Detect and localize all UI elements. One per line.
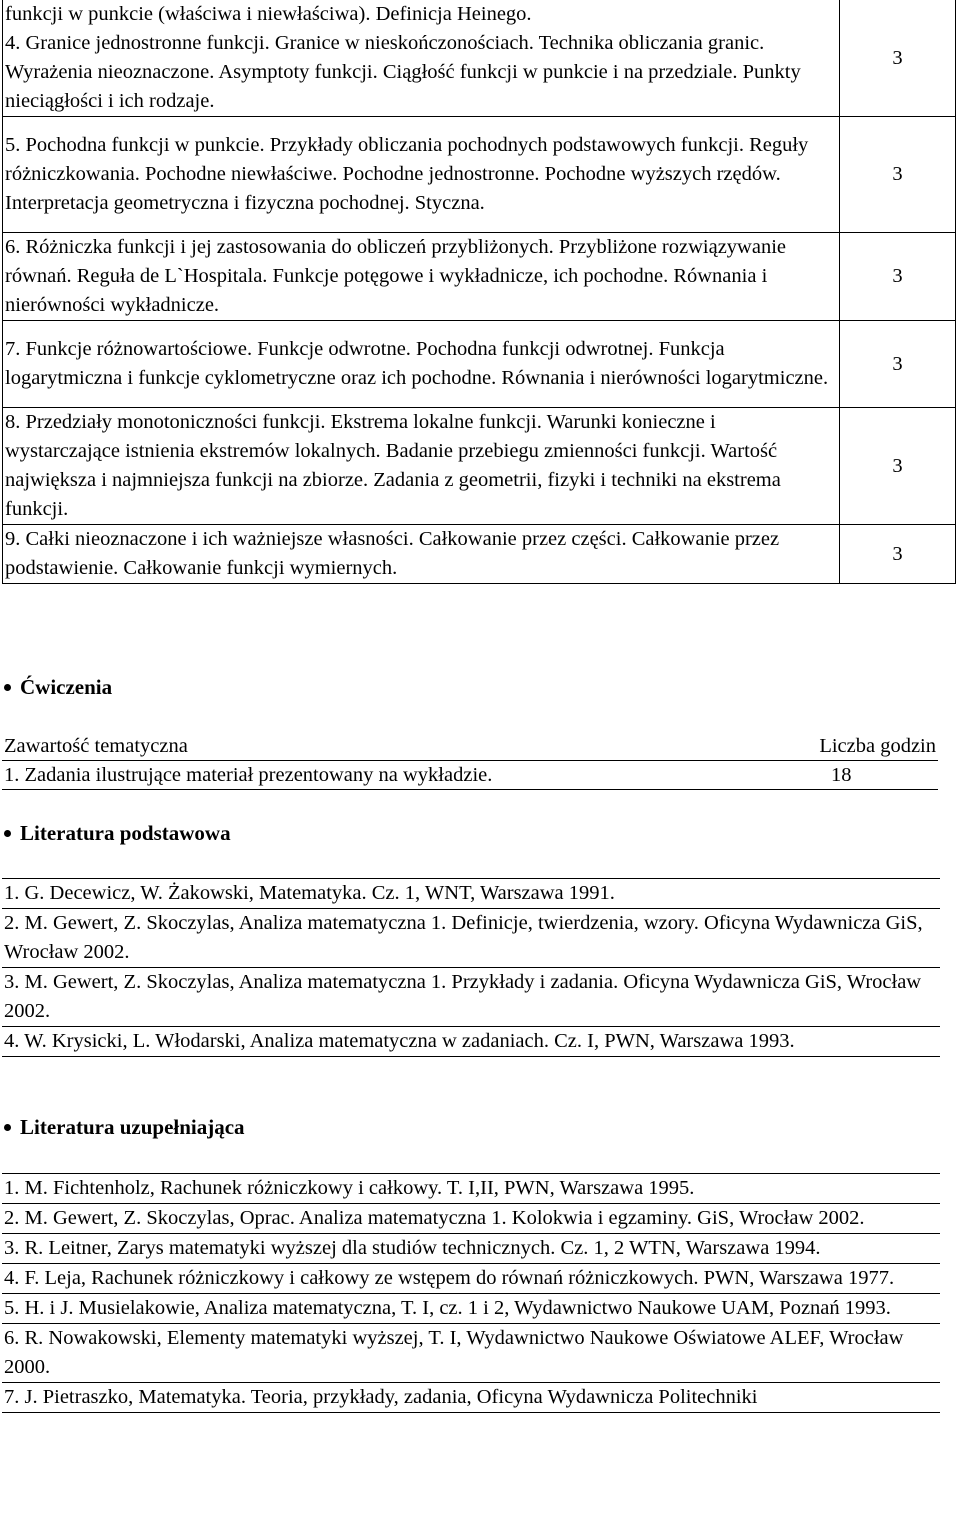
reference-text: 1. G. Decewicz, W. Żakowski, Matematyka. Cz. 1, WNT, Warszawa 1991. <box>2 879 940 909</box>
basic-literature-heading <box>4 819 231 848</box>
bullet-icon <box>4 1124 11 1131</box>
lecture-hours: 3 <box>840 321 956 408</box>
table-row <box>3 321 956 408</box>
lecture-hours: 3 <box>840 525 956 584</box>
reference-text: 2. M. Gewert, Z. Skoczylas, Analiza matematyczna 1. Definicje, twierdzenia, wzory. Oficyna Wydawnicza GiS, Wrocław 2002. <box>2 909 940 968</box>
bullet-icon <box>4 830 11 837</box>
table-row <box>3 233 956 321</box>
exercise-hours: 18 <box>786 761 938 790</box>
reference-text: 4. W. Krysicki, L. Włodarski, Analiza matematyczna w zadaniach. Cz. I, PWN, Warszawa 1993. <box>2 1027 940 1057</box>
heading-text: Ćwiczenia <box>20 675 113 699</box>
lecture-topic: funkcji w punkcie (właściwa i niewłaściwa). Definicja Heinego. 4. Granice jednostronne funkcji. Granice w nieskończonościach. Technika obliczania granic. Wyrażenia nieoznaczone. Asymptoty funkcji. Ciągłość funkcji w punkcie i na przedziale. Punkty nieciągłości i ich rodzaje. <box>3 0 840 117</box>
list-item <box>2 1027 940 1057</box>
reference-text: 1. M. Fichtenholz, Rachunek różniczkowy i całkowy. T. I,II, PWN, Warszawa 1995. <box>2 1174 940 1204</box>
list-item <box>2 1174 940 1204</box>
list-item <box>2 1264 940 1294</box>
list-item <box>2 1383 940 1413</box>
reference-text: 3. M. Gewert, Z. Skoczylas, Analiza matematyczna 1. Przykłady i zadania. Oficyna Wydawnicza GiS, Wrocław 2002. <box>2 968 940 1027</box>
column-header-hours: Liczba godzin <box>786 732 938 761</box>
table-row <box>3 525 956 584</box>
list-item <box>2 879 940 909</box>
table-row <box>3 0 956 117</box>
exercises-heading <box>4 673 112 702</box>
lecture-topic: 7. Funkcje różnowartościowe. Funkcje odwrotne. Pochodna funkcji odwrotnej. Funkcja logarytmiczna i funkcje cyklometryczne oraz ich pochodne. Równania i nierówności logarytmiczne. <box>3 321 840 408</box>
lecture-topic: 6. Różniczka funkcji i jej zastosowania do obliczeń przybliżonych. Przybliżone rozwiązywanie równań. Reguła de L`Hospitala. Funkcje potęgowe i wykładnicze, ich pochodne. Równania i nierówności wykładnicze. <box>3 233 840 321</box>
list-item <box>2 1294 940 1324</box>
lecture-hours: 3 <box>840 117 956 233</box>
exercises-table <box>2 732 938 790</box>
reference-text: 5. H. i J. Musielakowie, Analiza matematyczna, T. I, cz. 1 i 2, Wydawnictwo Naukowe UAM, Poznań 1993. <box>2 1294 940 1324</box>
reference-text: 4. F. Leja, Rachunek różniczkowy i całkowy ze wstępem do równań różniczkowych. PWN, Warszawa 1977. <box>2 1264 940 1294</box>
lecture-topic: 9. Całki nieoznaczone i ich ważniejsze własności. Całkowanie przez części. Całkowanie przez podstawienie. Całkowanie funkcji wymiernych. <box>3 525 840 584</box>
reference-text: 6. R. Nowakowski, Elementy matematyki wyższej, T. I, Wydawnictwo Naukowe Oświatowe ALEF, Wrocław 2000. <box>2 1324 940 1383</box>
lecture-topic: 5. Pochodna funkcji w punkcie. Przykłady obliczania pochodnych podstawowych funkcji. Reguły różniczkowania. Pochodne niewłaściwe. Pochodne jednostronne. Pochodne wyższych rzędów. Interpretacja geometryczna i fizyczna pochodnej. Styczna. <box>3 117 840 233</box>
list-item <box>2 1234 940 1264</box>
heading-text: Literatura podstawowa <box>20 821 231 845</box>
reference-text: 7. J. Pietraszko, Matematyka. Teoria, przykłady, zadania, Oficyna Wydawnicza Politechniki <box>2 1383 940 1413</box>
basic-literature-list <box>2 878 940 1057</box>
supplementary-literature-list <box>2 1173 940 1413</box>
supplementary-literature-heading <box>4 1113 245 1142</box>
lecture-topic: 8. Przedziały monotoniczności funkcji. Ekstrema lokalne funkcji. Warunki konieczne i wystarczające istnienia ekstremów lokalnych. Badanie przebiegu zmienności funkcji. Wartość największa i najmniejsza funkcji na zbiorze. Zadania z geometrii, fizyki i techniki na ekstrema funkcji. <box>3 408 840 525</box>
lecture-hours: 3 <box>840 408 956 525</box>
lecture-table <box>2 0 956 584</box>
lecture-hours: 3 <box>840 0 956 117</box>
table-header-row <box>2 732 938 761</box>
reference-text: 3. R. Leitner, Zarys matematyki wyższej dla studiów technicznych. Cz. 1, 2 WTN, Warszawa 1994. <box>2 1234 940 1264</box>
reference-text: 2. M. Gewert, Z. Skoczylas, Oprac. Analiza matematyczna 1. Kolokwia i egzaminy. GiS, Wrocław 2002. <box>2 1204 940 1234</box>
bullet-icon <box>4 684 11 691</box>
list-item <box>2 968 940 1027</box>
lecture-hours: 3 <box>840 233 956 321</box>
table-row <box>3 408 956 525</box>
column-header-topic: Zawartość tematyczna <box>2 732 786 761</box>
list-item <box>2 1324 940 1383</box>
heading-text: Literatura uzupełniająca <box>20 1115 245 1139</box>
exercise-topic: 1. Zadania ilustrujące materiał prezentowany na wykładzie. <box>2 761 786 790</box>
table-row <box>2 761 938 790</box>
list-item <box>2 1204 940 1234</box>
table-row <box>3 117 956 233</box>
list-item <box>2 909 940 968</box>
